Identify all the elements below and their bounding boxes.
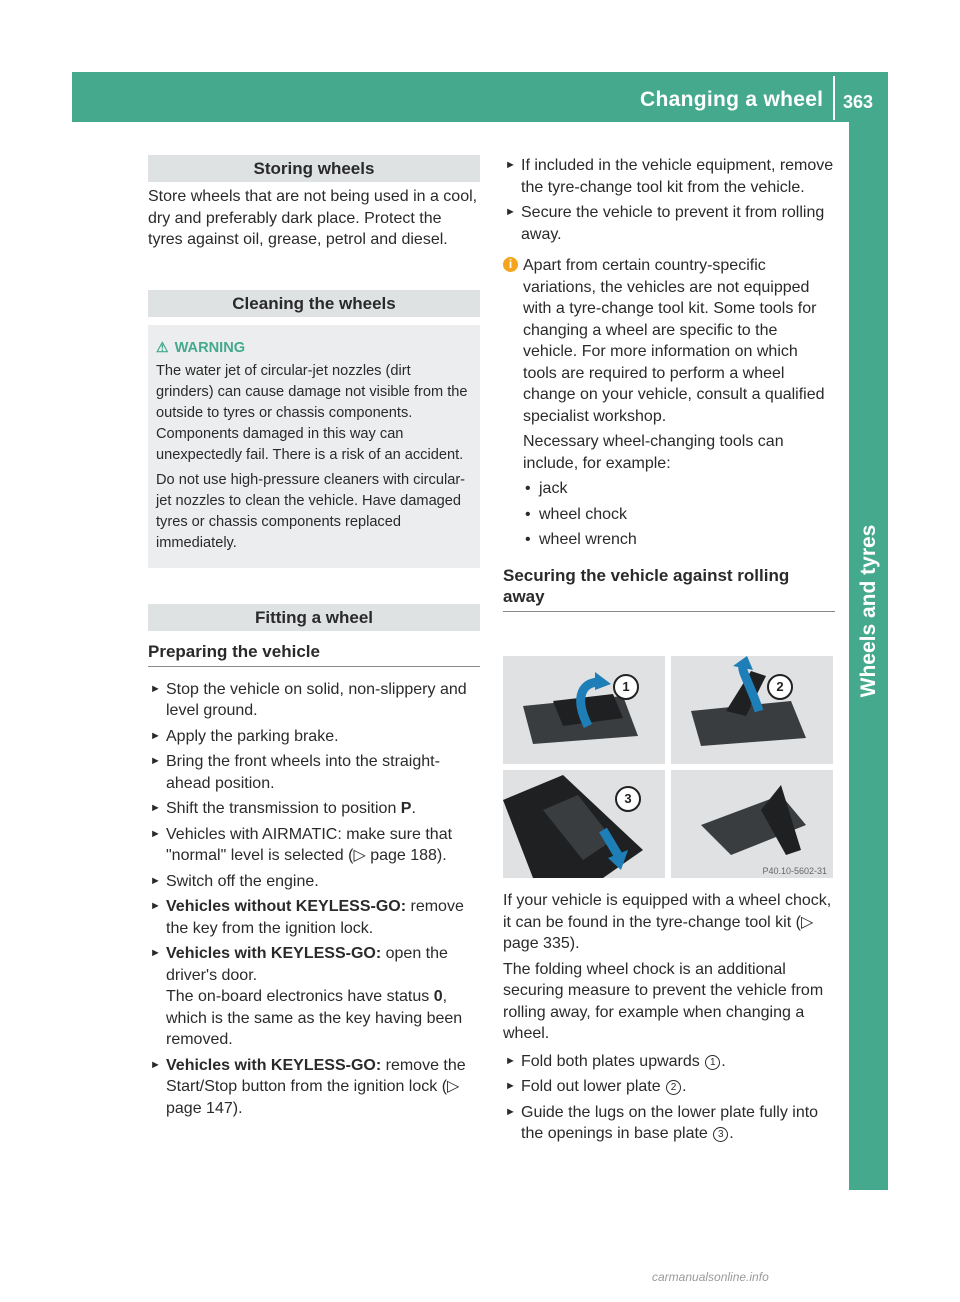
- chock-illustration: [503, 656, 665, 764]
- footer-watermark: carmanualsonline.info: [652, 1270, 769, 1284]
- chock-illustration: [503, 770, 665, 878]
- cleaning-heading: Cleaning the wheels: [148, 290, 480, 317]
- tool-list: [523, 478, 835, 551]
- info-note: [503, 255, 835, 551]
- callout-ref: 2: [666, 1080, 681, 1095]
- header-divider: [833, 76, 835, 120]
- arrow-icon: ►: [150, 947, 161, 959]
- figure-panel-3: [503, 770, 665, 878]
- list-item: • wheel chock: [525, 505, 628, 523]
- page-reference[interactable]: page 188: [370, 847, 437, 864]
- info-text: Apart from certain country-specific variations, the vehicles are not equipped with a tyre-change tool kit. Some tools for changing a wheel are specific to the vehicle. For more information on which tools are required to perform a wheel change on your vehicle, consult a qualified specialist workshop.: [523, 257, 825, 425]
- side-tab-label: Wheels and tyres: [857, 524, 880, 698]
- arrow-icon: ►: [150, 755, 161, 767]
- right-column-bottom: [503, 890, 835, 1149]
- step-item: ► Fold out lower plate 2 .: [503, 1076, 835, 1098]
- page-reference[interactable]: page 335: [503, 935, 570, 952]
- left-column: [148, 155, 480, 1123]
- page-reference[interactable]: page 147: [166, 1099, 233, 1117]
- arrow-icon: ►: [150, 802, 161, 814]
- figure-panel-4: [671, 770, 833, 878]
- page-ref-arrow-icon: ▷: [800, 913, 814, 931]
- storing-heading: Storing wheels: [148, 155, 480, 182]
- page-number: 363: [843, 92, 874, 112]
- figure-panel-2: [671, 656, 833, 764]
- callout-ref: 1: [705, 1055, 720, 1070]
- chock-steps: [503, 1051, 835, 1145]
- info-text-2: Necessary wheel-changing tools can include, for example:: [523, 433, 784, 472]
- list-item: • wheel wrench: [525, 531, 637, 548]
- warning-text-2: Do not use high-pressure cleaners with circular-jet nozzles to clean the vehicle. Have damaged tyres or chassis components replaced immediately.: [156, 471, 466, 551]
- arrow-icon: ►: [505, 1105, 516, 1118]
- step-item: ► Apply the parking brake.: [148, 726, 480, 748]
- arrow-icon: ►: [150, 900, 161, 912]
- arrow-icon: ►: [505, 206, 516, 218]
- arrow-icon: ►: [505, 159, 516, 171]
- preparing-steps: [148, 679, 480, 1120]
- securing-heading: Securing the vehicle against rolling away: [503, 565, 835, 612]
- arrow-icon: ►: [505, 1054, 516, 1067]
- warning-text-1: The water jet of circular-jet nozzles (dirt grinders) can cause damage not visible from the outside to tyres or chassis components. Components damaged in this way can unexpectedly fail. There is a risk of an accident.: [156, 362, 468, 463]
- chock-text-1: If your vehicle is equipped with a wheel chock, it can be found in the tyre-change tool kit (▷ page 335).: [503, 892, 832, 952]
- preparing-heading: Preparing the vehicle: [148, 641, 480, 667]
- chock-text-2: The folding wheel chock is an additional securing measure to prevent the vehicle from rolling away, for example when changing a wheel.: [503, 960, 824, 1042]
- callout-number: 2: [767, 674, 793, 700]
- step-item: ► Vehicles with KEYLESS-GO: remove the Start/Stop button from the ignition lock (▷ page 147).: [150, 1056, 466, 1117]
- warning-header: [156, 337, 472, 359]
- wheel-chock-figure: [503, 656, 833, 876]
- arrow-icon: ►: [150, 729, 161, 742]
- warning-box: [148, 325, 480, 568]
- fitting-heading: Fitting a wheel: [148, 604, 480, 631]
- chock-illustration: [671, 656, 833, 764]
- arrow-icon: ►: [150, 874, 161, 887]
- arrow-icon: ►: [150, 827, 161, 840]
- list-item: • jack: [525, 480, 568, 497]
- step-item: ► Vehicles with AIRMATIC: make sure that "normal" level is selected (▷ page 188).: [150, 825, 453, 864]
- arrow-icon: ►: [150, 1058, 161, 1071]
- page-ref-arrow-icon: ▷: [353, 847, 371, 864]
- warning-icon: ⚠: [156, 338, 169, 355]
- info-icon: i: [503, 257, 518, 272]
- storing-text: Store wheels that are not being used in a cool, dry and preferably dark place. Protect the tyres against oil, grease, petrol and diesel.: [148, 188, 478, 248]
- right-column: [503, 155, 835, 612]
- step-item: ► Guide the lugs on the lower plate fully into the openings in base plate 3 .: [505, 1103, 819, 1142]
- step-item: ► Stop the vehicle on solid, non-slippery and level ground.: [150, 680, 467, 719]
- step-item: ► If included in the vehicle equipment, remove the tyre-change tool kit from the vehicle.: [505, 157, 834, 196]
- callout-number: 1: [613, 674, 639, 700]
- step-item: ► Fold both plates upwards 1 .: [503, 1051, 835, 1073]
- step-item: ► Secure the vehicle to prevent it from rolling away.: [505, 204, 825, 243]
- page-ref-arrow-icon: ▷: [447, 1078, 460, 1095]
- callout-number: 3: [615, 786, 641, 812]
- step-item: ► Switch off the engine.: [148, 871, 480, 893]
- step-item: ► Bring the front wheels into the straight-ahead position.: [150, 753, 440, 792]
- chock-illustration: [671, 770, 833, 878]
- step-item: ► Vehicles without KEYLESS-GO: remove the key from the ignition lock.: [150, 898, 464, 937]
- arrow-icon: ►: [150, 682, 161, 695]
- arrow-icon: ►: [505, 1080, 516, 1092]
- figure-code: P40.10-5602-31: [762, 866, 827, 876]
- figure-panel-1: [503, 656, 665, 764]
- warning-label: WARNING: [174, 339, 246, 356]
- callout-ref: 3: [713, 1127, 728, 1142]
- header-title: Changing a wheel: [640, 88, 824, 111]
- step-item: ► Shift the transmission to position P.: [148, 798, 480, 820]
- step-item: ► Vehicles with KEYLESS-GO: open the driver's door. The on-board electronics have status 0, which is the same as the key having been removed.: [150, 945, 463, 1048]
